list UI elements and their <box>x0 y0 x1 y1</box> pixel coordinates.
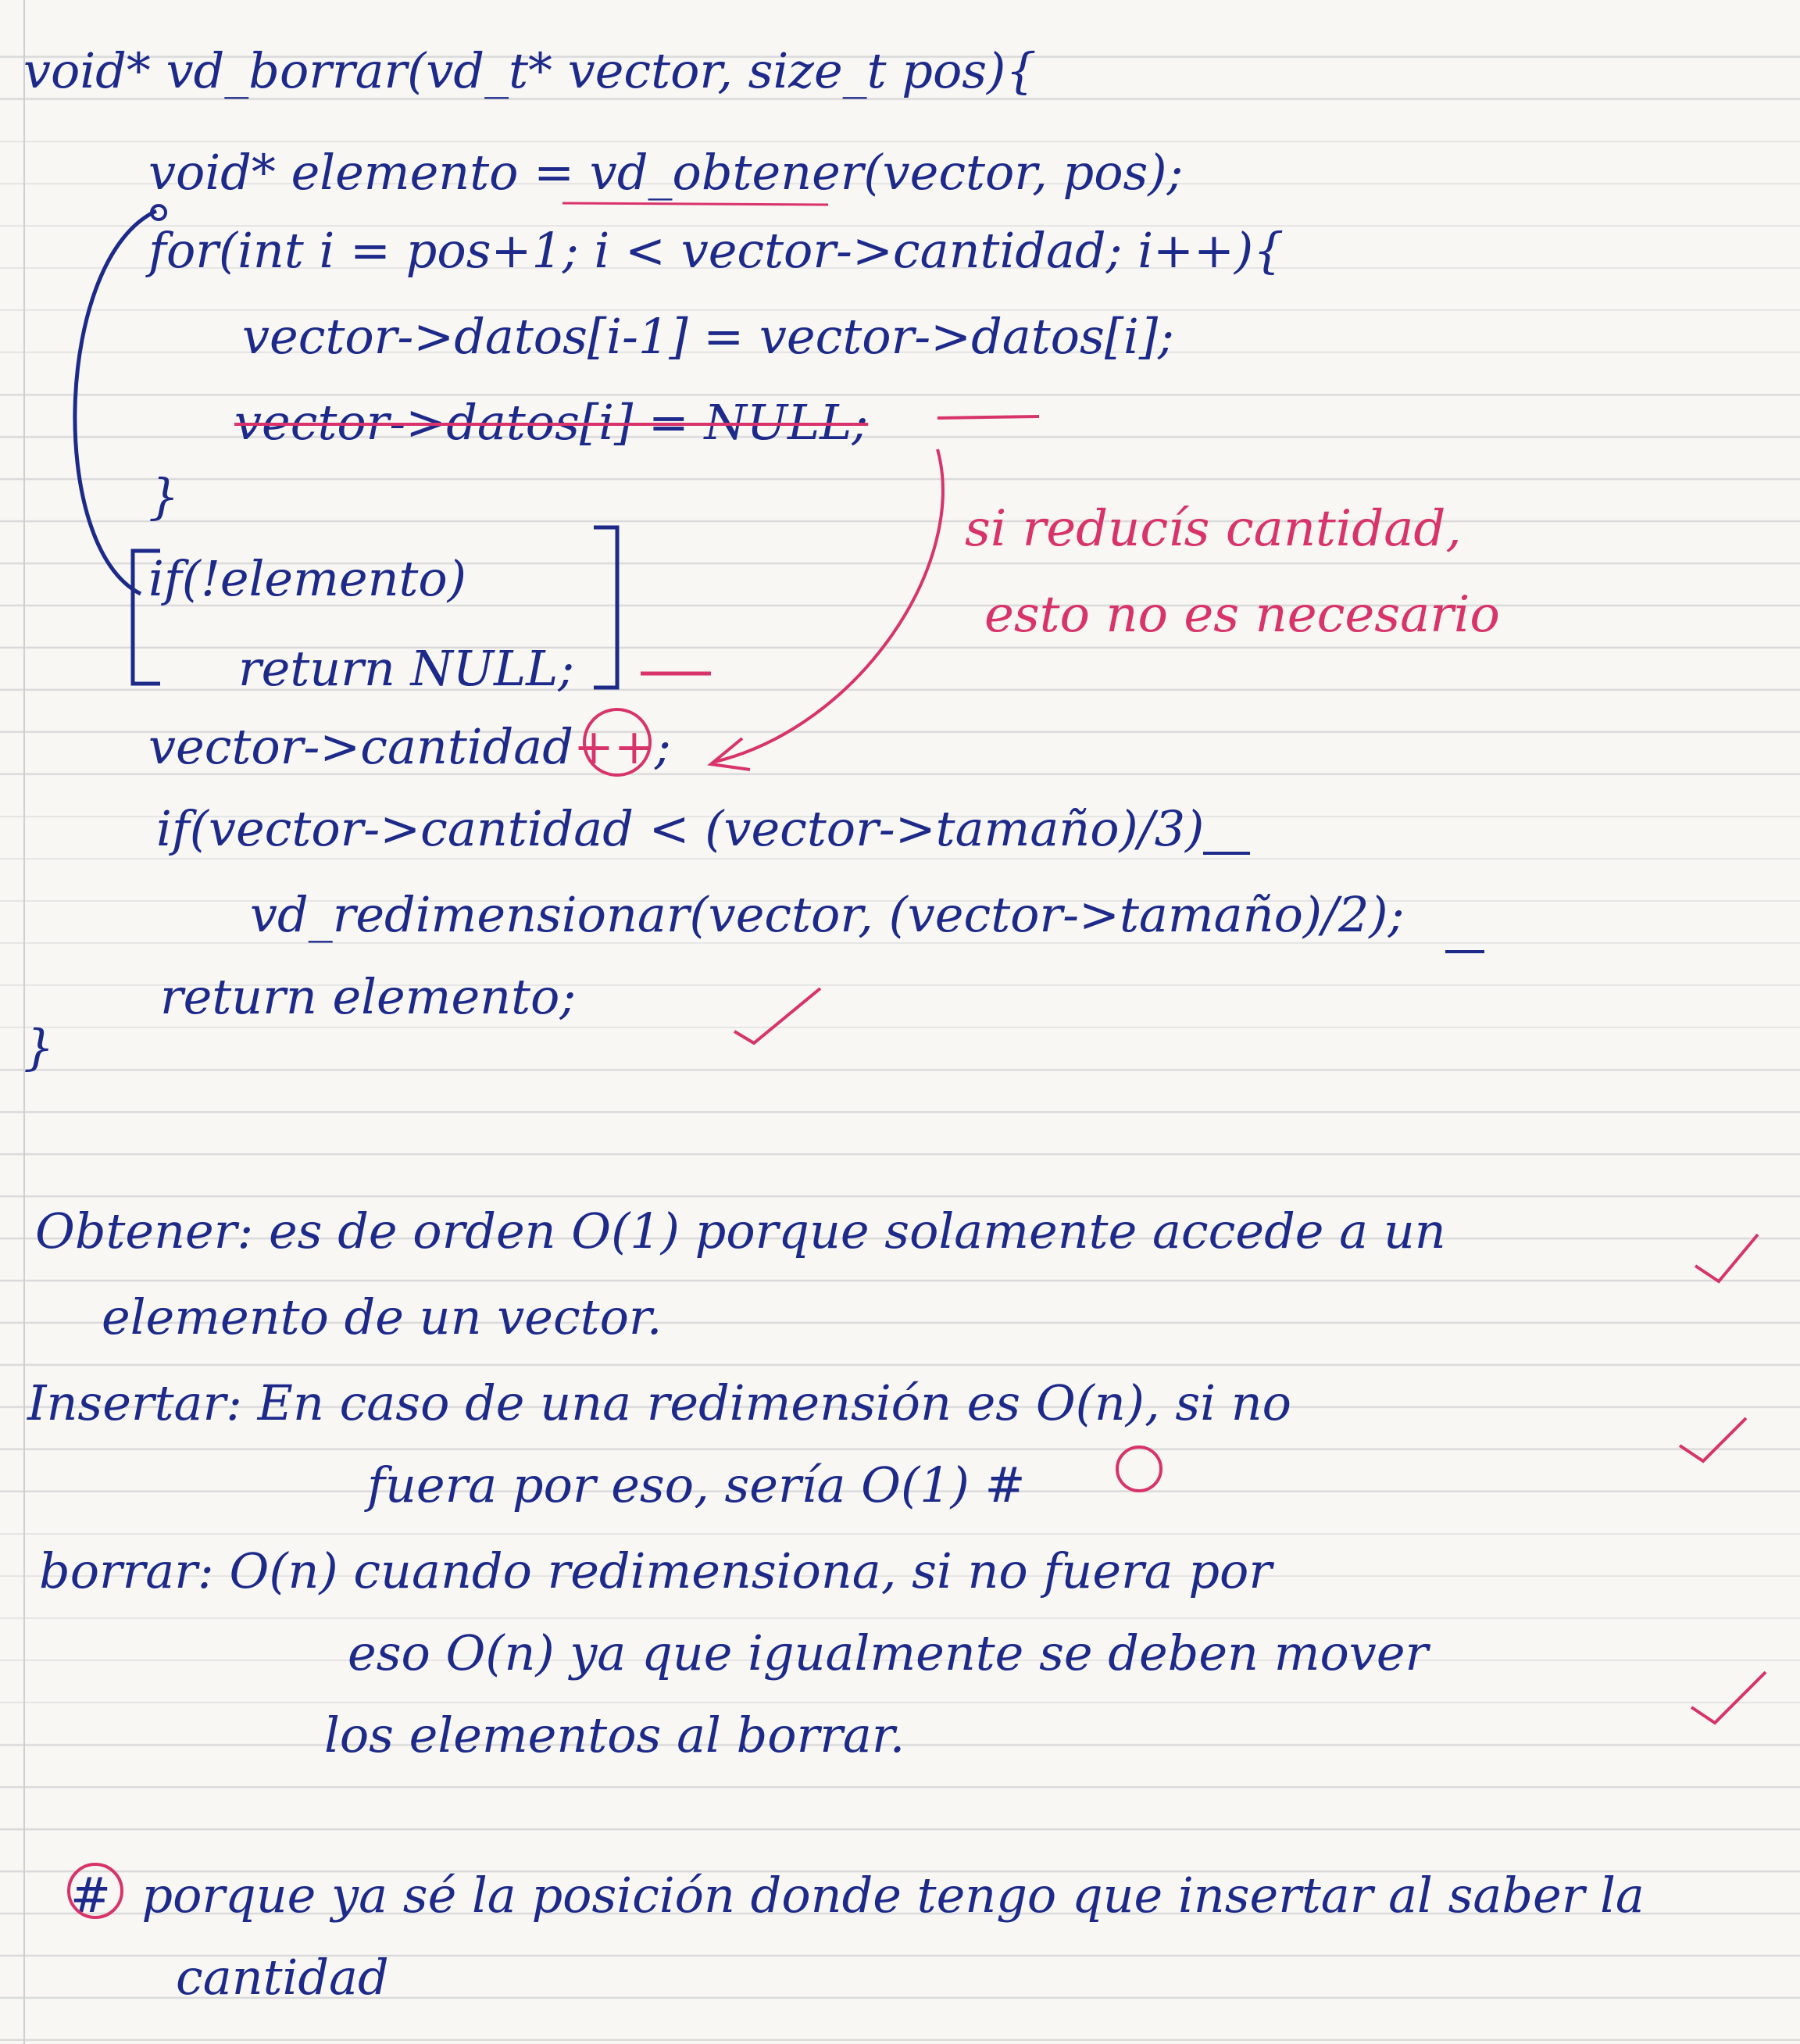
strike-extension <box>938 416 1039 418</box>
code-get-element: void* elemento = vd_obtener(vector, pos); <box>148 144 1184 201</box>
code-for-loop: for(int i = pos+1; i < vector->cantidad; i++){ <box>148 222 1284 279</box>
code-return-element: return elemento; <box>160 968 577 1025</box>
footnote-mark: # <box>70 1867 111 1924</box>
code-null-assign-struck: vector->datos[i] = NULL; <box>234 394 869 451</box>
right-bracket <box>594 527 617 688</box>
note-insertar-mark: # <box>984 1456 1026 1513</box>
check-insertar <box>1680 1418 1746 1461</box>
code-return-null: return NULL; <box>238 640 575 697</box>
code-if-check: if(!elemento) <box>148 550 466 607</box>
code-shift-assign: vector->datos[i-1] = vector->datos[i]; <box>242 308 1174 365</box>
note-obtener-line-2: elemento de un vector. <box>102 1288 662 1345</box>
annotation-line-1: si reducís cantidad, <box>965 500 1462 558</box>
code-decrement-end: ; <box>654 718 671 775</box>
footnote-mark-circle <box>69 1864 122 1917</box>
code-close-for: } <box>148 468 180 525</box>
note-insertar-text: fuera por eso, sería O(1) <box>367 1456 970 1513</box>
code-close-function: } <box>23 1019 55 1076</box>
insertar-mark-circle <box>1117 1447 1161 1491</box>
obtener-underline <box>562 203 828 205</box>
footnote-text: porque ya sé la posición donde tengo que insertar al saber la <box>141 1867 1645 1924</box>
code-signature: void* vd_borrar(vd_t* vector, size_t pos){ <box>23 42 1037 99</box>
check-code <box>734 988 820 1043</box>
move-block-arrow <box>75 211 156 594</box>
check-obtener <box>1695 1235 1758 1281</box>
annotation-line-2: esto no es necesario <box>984 586 1500 644</box>
code-if-resize: if(vector->cantidad < (vector->tamaño)/3) <box>156 800 1205 857</box>
note-insertar-line-1: Insertar: En caso de una redimensión es O(n), si no <box>27 1374 1291 1431</box>
code-decrement-operator: ++ <box>573 718 655 775</box>
left-bracket <box>133 551 160 684</box>
annotation-arrow <box>715 449 943 762</box>
note-obtener-line-1: Obtener: es de orden O(1) porque solamente accede a un <box>35 1202 1446 1260</box>
footnote-line-2: cantidad <box>176 1949 389 2006</box>
code-decrement-target: vector->cantidad <box>148 718 573 775</box>
increment-circle <box>584 709 650 775</box>
code-resize-call: vd_redimensionar(vector, (vector->tamaño)/2); <box>250 886 1405 943</box>
check-borrar <box>1691 1672 1766 1723</box>
note-borrar-line-3: los elementos al borrar. <box>324 1706 905 1763</box>
note-borrar-line-2: eso O(n) ya que igualmente se deben mover <box>348 1624 1429 1681</box>
note-borrar-line-1: borrar: O(n) cuando redimensiona, si no fuera por <box>39 1542 1273 1599</box>
